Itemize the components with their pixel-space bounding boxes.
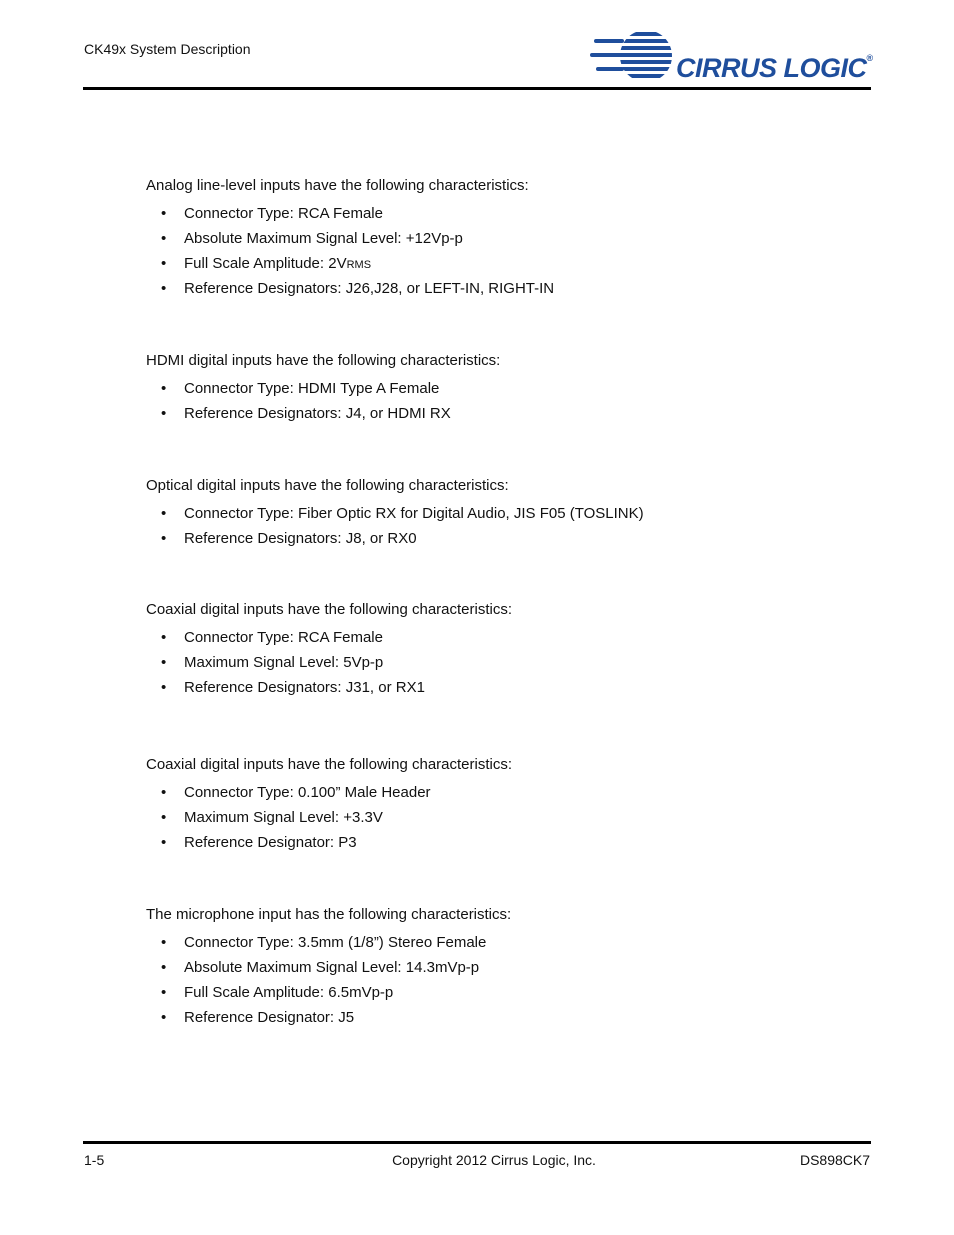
bullet-icon: •: [161, 505, 167, 522]
list-item-text: Reference Designator: J5: [184, 1009, 355, 1026]
section-intro: Coaxial digital inputs have the following characteristics:: [146, 601, 513, 618]
page-number: 1-5: [84, 1152, 105, 1168]
list-item-text: Absolute Maximum Signal Level: +12Vp-p: [184, 230, 463, 247]
characteristics-list: [146, 505, 846, 555]
section-intro: Coaxial digital inputs have the following characteristics:: [146, 756, 513, 773]
cirrus-logic-logo: [590, 30, 872, 84]
list-item-text: Reference Designator: P3: [184, 834, 357, 851]
list-item: [146, 230, 846, 255]
list-item: [146, 255, 846, 280]
bullet-icon: •: [161, 934, 167, 951]
list-item-text: Connector Type: RCA Female: [184, 629, 383, 646]
list-item-text: Reference Designators: J31, or RX1: [184, 679, 425, 696]
list-item: [146, 530, 846, 555]
list-item-text: Reference Designators: J4, or HDMI RX: [184, 405, 451, 422]
cirrus-logic-logo-mark-icon: [590, 30, 682, 84]
list-item: [146, 784, 846, 809]
list-item-text: Reference Designators: J26,J28, or LEFT-IN, RIGHT-IN: [184, 280, 555, 297]
list-item-text: Reference Designators: J8, or RX0: [184, 530, 417, 547]
list-item: [146, 505, 846, 530]
list-item: [146, 380, 846, 405]
section-intro: Analog line-level inputs have the following characteristics:: [146, 177, 529, 194]
bullet-icon: •: [161, 959, 167, 976]
bullet-icon: •: [161, 205, 167, 222]
copyright-notice: Copyright 2012 Cirrus Logic, Inc.: [392, 1152, 596, 1168]
section-intro: HDMI digital inputs have the following characteristics:: [146, 352, 501, 369]
list-item-text: Maximum Signal Level: +3.3V: [184, 809, 383, 826]
characteristics-list: [146, 205, 846, 305]
list-item: [146, 405, 846, 430]
spec-section: [146, 477, 846, 555]
list-item: [146, 809, 846, 834]
bullet-icon: •: [161, 834, 167, 851]
spec-section: [146, 906, 846, 1034]
logo-wordmark: CIRRUS LOGIC®: [676, 53, 873, 83]
characteristics-list: [146, 380, 846, 430]
list-item: [146, 1009, 846, 1034]
list-item-subscript: RMS: [346, 259, 372, 271]
characteristics-list: [146, 934, 846, 1034]
characteristics-list: [146, 629, 846, 704]
section-intro: The microphone input has the following characteristics:: [146, 906, 512, 923]
bullet-icon: •: [161, 280, 167, 297]
list-item: [146, 654, 846, 679]
list-item: [146, 629, 846, 654]
list-item-text: Connector Type: 0.100” Male Header: [184, 784, 431, 801]
characteristics-list: [146, 784, 846, 859]
list-item: [146, 934, 846, 959]
list-item: [146, 834, 846, 859]
bullet-icon: •: [161, 809, 167, 826]
section-intro: Optical digital inputs have the following characteristics:: [146, 477, 509, 494]
list-item-text: Connector Type: Fiber Optic RX for Digital Audio, JIS F05 (TOSLINK): [184, 505, 644, 522]
spec-section: [146, 352, 846, 430]
list-item: [146, 205, 846, 230]
list-item-text: Connector Type: 3.5mm (1/8”) Stereo Female: [184, 934, 487, 951]
list-item-text: Connector Type: HDMI Type A Female: [184, 380, 440, 397]
list-item: [146, 959, 846, 984]
list-item-text: Absolute Maximum Signal Level: 14.3mVp-p: [184, 959, 480, 976]
bullet-icon: •: [161, 654, 167, 671]
bullet-icon: •: [161, 679, 167, 696]
bullet-icon: •: [161, 255, 167, 272]
bullet-icon: •: [161, 405, 167, 422]
list-item: [146, 984, 846, 1009]
header-rule: [83, 87, 871, 90]
bullet-icon: •: [161, 380, 167, 397]
list-item: [146, 280, 846, 305]
spec-section: [146, 177, 846, 305]
header-title: CK49x System Description: [84, 41, 251, 57]
spec-section: [146, 756, 846, 859]
spec-section: [146, 601, 846, 704]
footer-rule: [83, 1141, 871, 1144]
list-item: [146, 679, 846, 704]
list-item-text: Connector Type: RCA Female: [184, 205, 383, 222]
bullet-icon: •: [161, 984, 167, 1001]
list-item-text: Maximum Signal Level: 5Vp-p: [184, 654, 384, 671]
bullet-icon: •: [161, 230, 167, 247]
bullet-icon: •: [161, 784, 167, 801]
bullet-icon: •: [161, 1009, 167, 1026]
list-item-text: Full Scale Amplitude: 6.5mVp-p: [184, 984, 394, 1001]
bullet-icon: •: [161, 530, 167, 547]
bullet-icon: •: [161, 629, 167, 646]
list-item-text: Full Scale Amplitude: 2V: [184, 255, 347, 272]
document-id: DS898CK7: [799, 1152, 870, 1168]
